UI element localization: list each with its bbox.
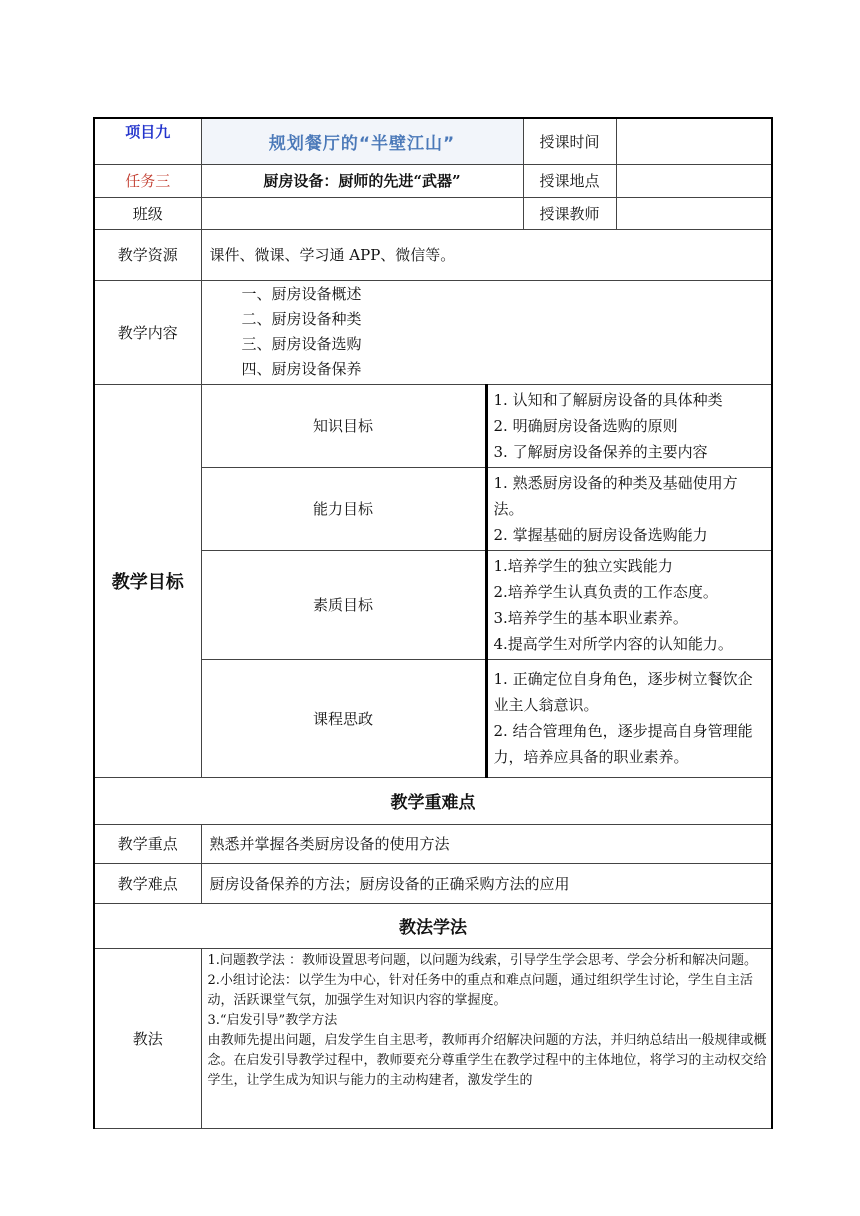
lesson-plan-page [93, 117, 771, 1129]
objective-item: 4.提高学生对所学内容的认知能力。 [493, 634, 733, 653]
project-title-cell [201, 118, 523, 164]
objective-item: 1. 认知和了解厨房设备的具体种类 [493, 390, 723, 409]
time-value [616, 118, 772, 164]
objective-item: 1. 熟悉厨房设备的种类及基础使用方法。 [493, 473, 738, 518]
method-paragraph: 2.小组讨论法：以学生为中心，针对任务中的重点和难点问题，通过组织学生讨论，学生自主活动，活跃课堂气氛，加强学生对知识内容的掌握度。 [207, 972, 753, 1008]
objective-name-quality: 素质目标 [201, 550, 486, 659]
objective-item: 2. 掌握基础的厨房设备选购能力 [493, 525, 708, 544]
time-label: 授课时间 [523, 118, 616, 164]
methods-label: 教法 [94, 948, 201, 1128]
objective-item: 3.培养学生的基本职业素养。 [493, 608, 688, 627]
objective-item: 2.培养学生认真负责的工作态度。 [493, 582, 718, 601]
objective-items-ability [486, 467, 772, 550]
objective-items-ideology [486, 659, 772, 777]
objective-items-knowledge [486, 384, 772, 467]
methods-heading: 教法学法 [94, 903, 772, 948]
task-label-cell [94, 164, 201, 197]
content-list [201, 280, 772, 384]
method-paragraph: 1.问题教学法 ：教师设置思考问题，以问题为线索，引导学生学会思考、学会分析和解决问题。 [207, 952, 758, 968]
difficulty-label: 教学难点 [94, 863, 201, 903]
resources-label: 教学资源 [94, 229, 201, 280]
objective-name-ideology: 课程思政 [201, 659, 486, 777]
key-points-heading: 教学重难点 [94, 777, 772, 824]
task-label: 任务三 [125, 172, 171, 190]
content-item: 一、厨房设备概述 [241, 285, 362, 303]
method-paragraph: 由教师先提出问题，启发学生自主思考，教师再介绍解决问题的方法，并归纳总结出一般规律或概念。在启发引导教学过程中，教师要充分尊重学生在教学过程中的主体地位，将学习的主动权交给学生，让学生成为知识与能力的主动构建者，激发学生的 [207, 1032, 767, 1088]
objective-item: 2. 明确厨房设备选购的原则 [493, 416, 678, 435]
place-value [616, 164, 772, 197]
method-paragraph: 3.“启发引导”教学方法 [207, 1012, 338, 1028]
focus-label: 教学重点 [94, 824, 201, 863]
methods-content [201, 948, 772, 1128]
lesson-plan-table [93, 117, 773, 1129]
objective-name-ability: 能力目标 [201, 467, 486, 550]
difficulty-value: 厨房设备保养的方法；厨房设备的正确采购方法的应用 [201, 863, 772, 903]
teacher-label: 授课教师 [523, 197, 616, 229]
project-label-cell [94, 118, 201, 164]
objective-items-quality [486, 550, 772, 659]
class-value [201, 197, 523, 229]
task-title: 厨房设备：厨师的先进“武器” [201, 164, 523, 197]
objective-name-knowledge: 知识目标 [201, 384, 486, 467]
objective-item: 2. 结合管理角色，逐步提高自身管理能力，培养应具备的职业素养。 [493, 722, 753, 766]
project-label: 项目九 [125, 123, 171, 141]
teacher-value [616, 197, 772, 229]
content-item: 四、厨房设备保养 [241, 360, 362, 378]
class-label: 班级 [94, 197, 201, 229]
objective-item: 1. 正确定位自身角色，逐步树立餐饮企业主人翁意识。 [493, 670, 753, 714]
objectives-label: 教学目标 [94, 384, 201, 777]
content-label: 教学内容 [94, 280, 201, 384]
objective-item: 3. 了解厨房设备保养的主要内容 [493, 442, 708, 461]
resources-value: 课件、微课、学习通 APP、微信等。 [201, 229, 772, 280]
place-label: 授课地点 [523, 164, 616, 197]
objective-item: 1.培养学生的独立实践能力 [493, 556, 673, 575]
content-item: 二、厨房设备种类 [241, 310, 362, 328]
focus-value: 熟悉并掌握各类厨房设备的使用方法 [201, 824, 772, 863]
project-title: 规划餐厅的“半壁江山” [268, 133, 456, 154]
content-item: 三、厨房设备选购 [241, 335, 362, 353]
